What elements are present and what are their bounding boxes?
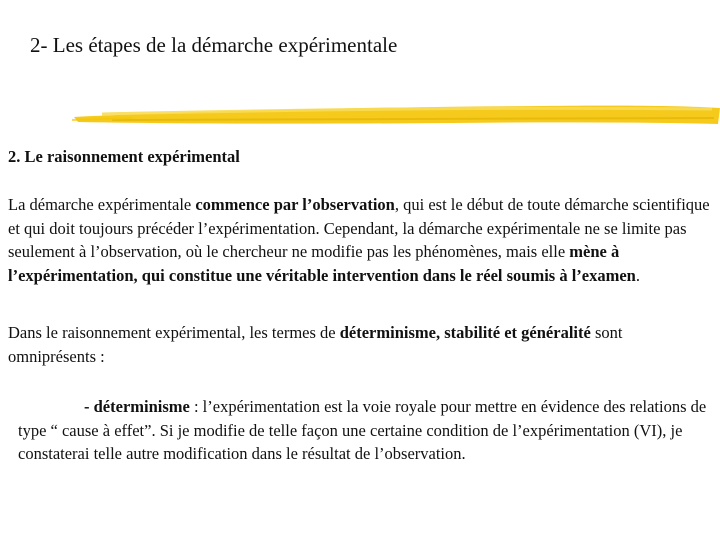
paragraph-observation: La démarche expérimentale commence par l’observation, qui est le début de toute démarche scientifique et qui doit toujours précéder l’expérimentation. Cependant, la démarche expérimentale ne se limite pas seulement à l’observation, où le chercheur ne modifie pas les phénomènes, mais elle mène à l’expérimentation, qui constitue une véritable intervention dans le réel soumis à l’examen.	[8, 195, 710, 285]
highlighter-stroke	[72, 98, 720, 130]
paragraph-terms: Dans le raisonnement expérimental, les termes de déterminisme, stabilité et généralité sont omniprésents :	[8, 323, 623, 366]
section-heading: 2. Le raisonnement expérimental	[8, 147, 240, 166]
paragraph-determinism: - déterminisme : l’expérimentation est la voie royale pour mettre en évidence des relations de type “ cause à effet”. Si je modifie de telle façon une certaine condition de l’expérimentation (VI), je constaterai telle autre modification dans le résultat de l’observation.	[18, 397, 707, 464]
slide-title: 2- Les étapes de la démarche expérimentale	[30, 33, 398, 57]
